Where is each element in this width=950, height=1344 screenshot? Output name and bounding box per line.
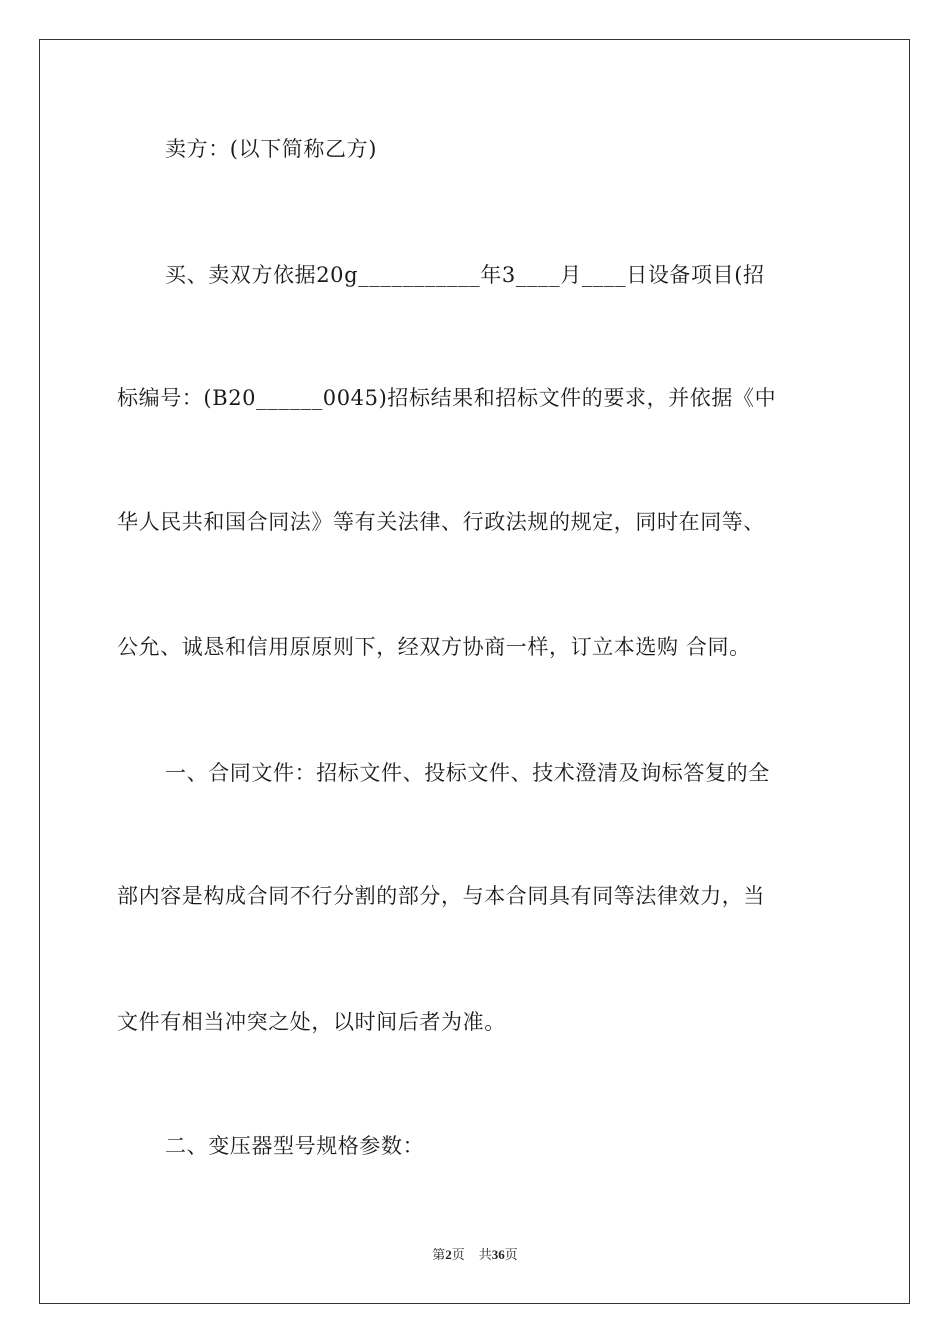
total-prefix: 共 (478, 1247, 492, 1262)
section-1-line-1: 一、合同文件：招标文件、投标文件、技术澄清及询标答复的全 (165, 761, 770, 785)
paragraph-1-line-4: 公允、诚恳和信用原原则下，经双方协商一样，订立本选购 合同。 (117, 635, 751, 659)
page-border (39, 39, 910, 1304)
section-1-line-2: 部内容是构成合同不行分割的部分，与本合同具有同等法律效力，当 (117, 884, 765, 908)
section-1-line-3: 文件有相当冲突之处，以时间后者为准。 (117, 1010, 506, 1034)
paragraph-1-line-3: 华人民共和国合同法》等有关法律、行政法规的规定，同时在同等、 (117, 510, 765, 534)
page-footer (0, 1246, 950, 1264)
section-2-heading: 二、变压器型号规格参数： (165, 1134, 425, 1158)
page-suffix: 页 (451, 1247, 465, 1262)
total-pages: 36 (491, 1247, 505, 1262)
paragraph-1-line-1: 买、卖双方依据20g___________年3____月____日设备项目(招 (165, 263, 765, 287)
seller-line: 卖方：(以下简称乙方) (165, 137, 377, 161)
page-number: 2 (445, 1247, 452, 1262)
paragraph-1-line-2: 标编号：(B20______0045)招标结果和招标文件的要求，并依据《中 (117, 386, 777, 410)
page-prefix: 第 (432, 1247, 446, 1262)
total-suffix: 页 (504, 1247, 518, 1262)
